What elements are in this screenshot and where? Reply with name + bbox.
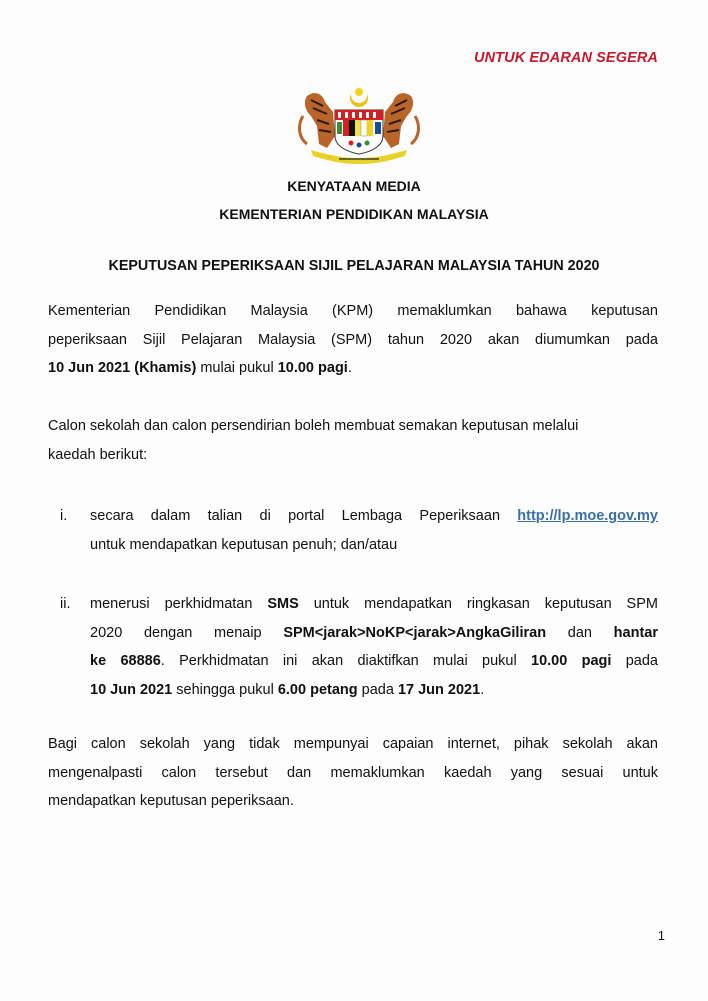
title-line-2: KEMENTERIAN PENDIDIKAN MALAYSIA xyxy=(219,206,489,222)
text-segment: untuk mendapatkan ringkasan keputusan SPM xyxy=(298,596,658,612)
sms-end-time: 6.00 petang xyxy=(277,681,358,698)
paragraph-line: untuk mendapatkan keputusan penuh; dan/atau xyxy=(90,536,398,553)
text-bold: hantar xyxy=(613,624,658,641)
list-item-text xyxy=(90,590,658,704)
text-segment: mulai pukul xyxy=(196,360,278,376)
paragraph-line: Calon sekolah dan calon persendirian boleh membuat semakan keputusan melalui xyxy=(48,418,579,434)
text-segment: 2020 dengan menaip xyxy=(90,624,284,641)
text-segment: . Perkhidmatan ini akan diaktifkan mulai pukul xyxy=(160,653,531,669)
paragraph-line: kaedah berikut: xyxy=(48,446,148,463)
paragraph-no-internet xyxy=(48,730,658,816)
text-segment: pada xyxy=(357,681,398,698)
release-date: 10 Jun 2021 (Khamis) xyxy=(48,360,197,376)
malaysia-coat-of-arms-icon xyxy=(293,86,425,166)
sms-number: ke 68886 xyxy=(90,653,161,669)
sms-start-date: 10 Jun 2021 xyxy=(90,681,173,698)
paragraph-line xyxy=(90,647,658,676)
text-segment: sehingga pukul xyxy=(172,681,278,698)
paragraph-line: mengenalpasti calon tersebut dan memaklumkan kaedah yang sesuai untuk xyxy=(48,764,658,781)
paragraph-line: mendapatkan keputusan peperiksaan. xyxy=(48,793,294,809)
paragraph-line: peperiksaan Sijil Pelajaran Malaysia (SPM) tahun 2020 akan diumumkan pada xyxy=(48,331,658,348)
text-segment: secara dalam talian di portal Lembaga Peperiksaan xyxy=(90,508,518,524)
subject-heading: KEPUTUSAN PEPERIKSAAN SIJIL PELAJARAN MALAYSIA TAHUN 2020 xyxy=(108,258,600,274)
paragraph-line xyxy=(90,502,658,531)
sms-start-time: 10.00 pagi xyxy=(531,653,612,669)
list-marker: ii. xyxy=(60,596,71,612)
urgent-release-label: UNTUK EDARAN SEGERA xyxy=(474,50,658,66)
sms-format: SPM<jarak>NoKP<jarak>AngkaGiliran xyxy=(283,624,547,641)
paragraph-line xyxy=(90,619,658,648)
list-marker: i. xyxy=(60,508,68,524)
paragraph-announcement xyxy=(48,297,658,383)
sms-end-date: 17 Jun 2021 xyxy=(397,681,481,698)
release-time: 10.00 pagi xyxy=(277,360,348,376)
text-segment: . xyxy=(480,681,485,698)
title-line-1: KENYATAAN MEDIA xyxy=(287,178,421,194)
paragraph-line: Kementerian Pendidikan Malaysia (KPM) memaklumkan bahawa keputusan xyxy=(48,303,658,319)
text-segment: dan xyxy=(546,624,614,641)
sms-label: SMS xyxy=(267,596,299,612)
paragraph-methods-intro xyxy=(48,412,658,469)
paragraph-line xyxy=(90,676,658,705)
text-segment: menerusi perkhidmatan xyxy=(90,596,268,612)
page-number: 1 xyxy=(657,928,665,943)
text-segment: . xyxy=(347,360,352,376)
text-segment: pada xyxy=(611,653,658,669)
list-item-text xyxy=(90,502,658,559)
paragraph-line xyxy=(48,354,658,383)
paragraph-line xyxy=(90,590,658,619)
paragraph-line: Bagi calon sekolah yang tidak mempunyai capaian internet, pihak sekolah akan xyxy=(48,736,658,752)
exam-portal-link[interactable]: http://lp.moe.gov.my xyxy=(517,508,658,524)
